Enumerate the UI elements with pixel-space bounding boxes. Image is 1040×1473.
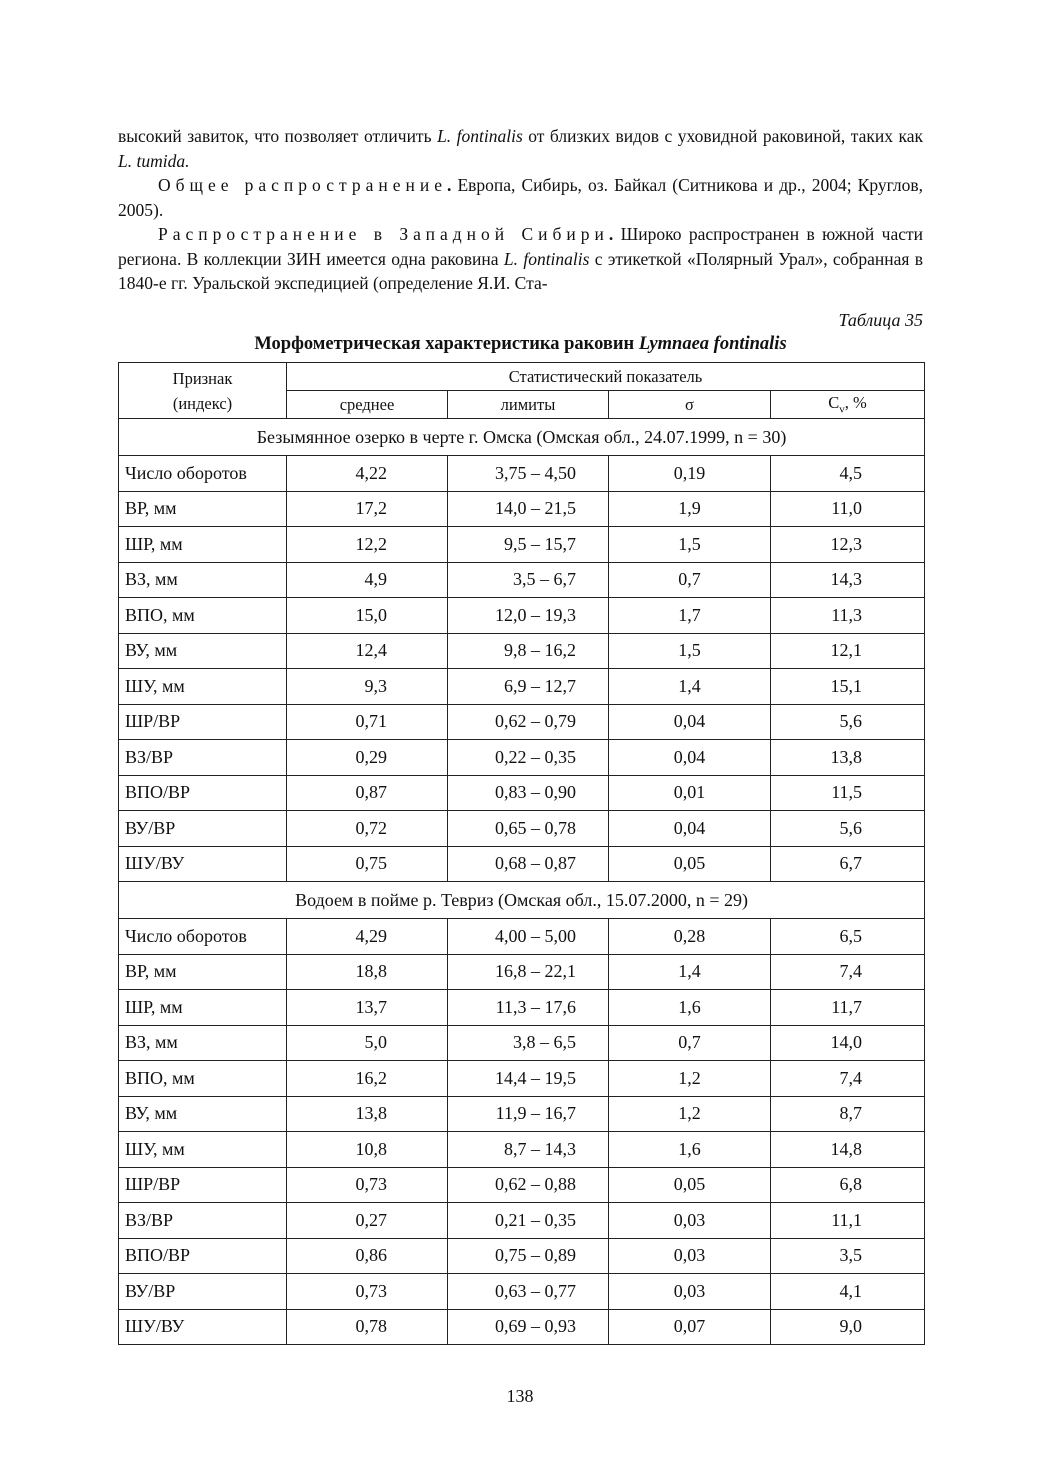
cell-cv: 14,3 bbox=[771, 562, 925, 598]
cell-attribute: ВУ, мм bbox=[119, 1096, 287, 1132]
cell-limits: 3,75 – 4,50 bbox=[448, 456, 609, 492]
cell-sigma: 0,19 bbox=[609, 456, 771, 492]
cell-sigma: 0,7 bbox=[609, 1025, 771, 1061]
cell-sigma: 1,2 bbox=[609, 1096, 771, 1132]
table-row bbox=[119, 633, 925, 669]
text-run: от близких видов с уховидной раковиной, таких как bbox=[522, 126, 923, 146]
text-run: Общее распространение bbox=[158, 175, 447, 195]
cell-mean: 0,75 bbox=[287, 846, 448, 882]
text-run: Европа, Сибирь, оз. Байкал (Ситникова и др., 2004; Круглов, 2005). bbox=[118, 175, 924, 220]
text-run: с этикеткой «Полярный Урал», собранная в 1840-е гг. Уральской экспедицией (определение Я.И. Ста- bbox=[118, 248, 923, 293]
cell-cv: 3,5 bbox=[771, 1238, 925, 1274]
cell-sigma: 0,28 bbox=[609, 919, 771, 955]
table-row bbox=[119, 775, 925, 811]
table-row bbox=[119, 1061, 925, 1097]
cell-mean: 17,2 bbox=[287, 491, 448, 527]
cell-mean: 4,29 bbox=[287, 919, 448, 955]
cell-cv: 13,8 bbox=[771, 740, 925, 776]
cell-cv: 12,3 bbox=[771, 527, 925, 563]
cell-attribute: ВПО, мм bbox=[119, 1061, 287, 1097]
morphometric-table bbox=[118, 362, 925, 1345]
cell-limits: 12,0 – 19,3 bbox=[448, 598, 609, 634]
table-caption: Таблица 35 bbox=[838, 310, 923, 330]
cell-sigma: 1,6 bbox=[609, 990, 771, 1026]
table-title-plain: Морфометрическая характеристика раковин bbox=[254, 334, 639, 354]
cell-sigma: 0,01 bbox=[609, 775, 771, 811]
table-row bbox=[119, 598, 925, 634]
cell-mean: 15,0 bbox=[287, 598, 448, 634]
cell-sigma: 0,04 bbox=[609, 704, 771, 740]
cell-cv: 5,6 bbox=[771, 811, 925, 847]
cell-limits: 4,00 – 5,00 bbox=[448, 919, 609, 955]
cell-cv: 4,1 bbox=[771, 1274, 925, 1310]
cell-sigma: 0,03 bbox=[609, 1203, 771, 1239]
cell-cv: 14,8 bbox=[771, 1132, 925, 1168]
cell-attribute: ВЗ, мм bbox=[119, 562, 287, 598]
table-row bbox=[119, 1132, 925, 1168]
table-row bbox=[119, 1167, 925, 1203]
table-row bbox=[119, 1096, 925, 1132]
table-row bbox=[119, 1203, 925, 1239]
cell-sigma: 1,5 bbox=[609, 633, 771, 669]
cell-mean: 4,22 bbox=[287, 456, 448, 492]
cell-attribute: ШУ, мм bbox=[119, 669, 287, 705]
cell-limits: 0,75 – 0,89 bbox=[448, 1238, 609, 1274]
cell-sigma: 0,04 bbox=[609, 811, 771, 847]
cell-sigma: 1,2 bbox=[609, 1061, 771, 1097]
cell-cv: 11,5 bbox=[771, 775, 925, 811]
cell-cv: 7,4 bbox=[771, 954, 925, 990]
cell-mean: 12,4 bbox=[287, 633, 448, 669]
paragraph-1 bbox=[118, 124, 923, 173]
table-row bbox=[119, 562, 925, 598]
table-row bbox=[119, 704, 925, 740]
cell-sigma: 1,5 bbox=[609, 527, 771, 563]
body-text bbox=[118, 124, 923, 296]
cell-mean: 0,72 bbox=[287, 811, 448, 847]
table-row bbox=[119, 1025, 925, 1061]
cell-limits: 3,8 – 6,5 bbox=[448, 1025, 609, 1061]
cell-mean: 13,8 bbox=[287, 1096, 448, 1132]
cell-attribute: ВУ, мм bbox=[119, 633, 287, 669]
cell-attribute: ВПО, мм bbox=[119, 598, 287, 634]
cell-limits: 0,63 – 0,77 bbox=[448, 1274, 609, 1310]
cell-cv: 12,1 bbox=[771, 633, 925, 669]
cell-sigma: 0,7 bbox=[609, 562, 771, 598]
cell-limits: 0,22 – 0,35 bbox=[448, 740, 609, 776]
cell-mean: 0,71 bbox=[287, 704, 448, 740]
cell-attribute: ШУ/ВУ bbox=[119, 846, 287, 882]
cell-mean: 18,8 bbox=[287, 954, 448, 990]
cell-attribute: ВЗ/ВР bbox=[119, 740, 287, 776]
cell-cv: 11,3 bbox=[771, 598, 925, 634]
cell-sigma: 1,4 bbox=[609, 954, 771, 990]
cell-attribute: ШУ, мм bbox=[119, 1132, 287, 1168]
cell-attribute: ШУ/ВУ bbox=[119, 1309, 287, 1345]
table-row bbox=[119, 527, 925, 563]
cell-sigma: 0,04 bbox=[609, 740, 771, 776]
cell-mean: 12,2 bbox=[287, 527, 448, 563]
header-attribute bbox=[119, 363, 287, 419]
cell-mean: 16,2 bbox=[287, 1061, 448, 1097]
cell-mean: 0,87 bbox=[287, 775, 448, 811]
table-row bbox=[119, 846, 925, 882]
header-attribute-line2: (индекс) bbox=[172, 393, 233, 413]
table-row bbox=[119, 456, 925, 492]
table-row bbox=[119, 1309, 925, 1345]
cell-mean: 4,9 bbox=[287, 562, 448, 598]
table-row bbox=[119, 954, 925, 990]
cell-limits: 9,8 – 16,2 bbox=[448, 633, 609, 669]
table-title-species: Lymnaea fontinalis bbox=[638, 334, 787, 354]
cell-limits: 16,8 – 22,1 bbox=[448, 954, 609, 990]
header-attribute-line1: Признак bbox=[172, 368, 233, 388]
cell-limits: 9,5 – 15,7 bbox=[448, 527, 609, 563]
paragraph-west-siberia-distribution bbox=[118, 222, 923, 296]
cell-attribute: ВР, мм bbox=[119, 954, 287, 990]
cell-attribute: ШР/ВР bbox=[119, 1167, 287, 1203]
cell-limits: 14,0 – 21,5 bbox=[448, 491, 609, 527]
table-row bbox=[119, 740, 925, 776]
cell-cv: 6,7 bbox=[771, 846, 925, 882]
cell-attribute: ВЗ/ВР bbox=[119, 1203, 287, 1239]
cell-limits: 0,83 – 0,90 bbox=[448, 775, 609, 811]
text-run: L. tumida. bbox=[118, 150, 190, 171]
text-run: Широко распространен в южной части региона. В коллекции ЗИН имеется одна раковина bbox=[118, 224, 924, 269]
cell-limits: 6,9 – 12,7 bbox=[448, 669, 609, 705]
cell-attribute: ВУ/ВР bbox=[119, 811, 287, 847]
table-title bbox=[118, 332, 923, 356]
table-row bbox=[119, 669, 925, 705]
cell-limits: 0,69 – 0,93 bbox=[448, 1309, 609, 1345]
cell-limits: 11,3 – 17,6 bbox=[448, 990, 609, 1026]
header-cv-label: $C_v$, % bbox=[828, 393, 867, 416]
cell-mean: 0,86 bbox=[287, 1238, 448, 1274]
header-limits: лимиты bbox=[448, 391, 609, 419]
cell-attribute: ШР, мм bbox=[119, 527, 287, 563]
table-row bbox=[119, 491, 925, 527]
cell-limits: 0,68 – 0,87 bbox=[448, 846, 609, 882]
section-title: Безымянное озерко в черте г. Омска (Омская обл., 24.07.1999, n = 30) bbox=[119, 419, 925, 456]
cell-cv: 6,8 bbox=[771, 1167, 925, 1203]
cell-mean: 0,27 bbox=[287, 1203, 448, 1239]
cell-cv: 7,4 bbox=[771, 1061, 925, 1097]
cell-attribute: ВПО/ВР bbox=[119, 1238, 287, 1274]
cell-cv: 6,5 bbox=[771, 919, 925, 955]
cell-sigma: 0,03 bbox=[609, 1238, 771, 1274]
text-run: L. fontinalis bbox=[437, 126, 523, 146]
text-run: L. fontinalis bbox=[503, 248, 590, 269]
cell-cv: 11,1 bbox=[771, 1203, 925, 1239]
header-mean: среднее bbox=[287, 391, 448, 419]
cell-mean: 13,7 bbox=[287, 990, 448, 1026]
cell-limits: 8,7 – 14,3 bbox=[448, 1132, 609, 1168]
text-run: Распространение в Западной Сибири bbox=[158, 224, 609, 244]
cell-cv: 8,7 bbox=[771, 1096, 925, 1132]
cell-cv: 5,6 bbox=[771, 704, 925, 740]
cell-mean: 0,73 bbox=[287, 1274, 448, 1310]
cell-attribute: ВУ/ВР bbox=[119, 1274, 287, 1310]
cell-sigma: 0,05 bbox=[609, 846, 771, 882]
header-sigma: σ bbox=[609, 391, 771, 419]
cell-sigma: 1,4 bbox=[609, 669, 771, 705]
cell-sigma: 1,6 bbox=[609, 1132, 771, 1168]
table-row bbox=[119, 1274, 925, 1310]
table-row bbox=[119, 811, 925, 847]
cell-sigma: 1,9 bbox=[609, 491, 771, 527]
cell-mean: 5,0 bbox=[287, 1025, 448, 1061]
cell-sigma: 1,7 bbox=[609, 598, 771, 634]
cell-cv: 15,1 bbox=[771, 669, 925, 705]
cell-limits: 0,21 – 0,35 bbox=[448, 1203, 609, 1239]
cell-cv: 14,0 bbox=[771, 1025, 925, 1061]
cell-sigma: 0,03 bbox=[609, 1274, 771, 1310]
cell-mean: 0,73 bbox=[287, 1167, 448, 1203]
cell-limits: 11,9 – 16,7 bbox=[448, 1096, 609, 1132]
cell-limits: 0,62 – 0,88 bbox=[448, 1167, 609, 1203]
cell-cv: 11,7 bbox=[771, 990, 925, 1026]
cell-cv: 4,5 bbox=[771, 456, 925, 492]
header-statistic-group: Статистический показатель bbox=[287, 363, 925, 391]
table-header-row-1 bbox=[119, 363, 925, 391]
cell-limits: 3,5 – 6,7 bbox=[448, 562, 609, 598]
cell-mean: 0,78 bbox=[287, 1309, 448, 1345]
cell-mean: 9,3 bbox=[287, 669, 448, 705]
paragraph-general-distribution bbox=[118, 173, 923, 222]
cell-limits: 0,62 – 0,79 bbox=[448, 704, 609, 740]
cell-attribute: Число оборотов bbox=[119, 919, 287, 955]
cell-limits: 14,4 – 19,5 bbox=[448, 1061, 609, 1097]
cell-attribute: ВР, мм bbox=[119, 491, 287, 527]
cell-mean: 0,29 bbox=[287, 740, 448, 776]
table-row bbox=[119, 919, 925, 955]
header-cv bbox=[771, 391, 925, 419]
cell-attribute: ВПО/ВР bbox=[119, 775, 287, 811]
cell-mean: 10,8 bbox=[287, 1132, 448, 1168]
text-run: . bbox=[608, 224, 621, 244]
section-title: Водоем в пойме р. Тевриз (Омская обл., 15.07.2000, n = 29) bbox=[119, 882, 925, 919]
cell-sigma: 0,05 bbox=[609, 1167, 771, 1203]
section-row bbox=[119, 419, 925, 456]
cell-attribute: ШР/ВР bbox=[119, 704, 287, 740]
cell-cv: 11,0 bbox=[771, 491, 925, 527]
text-run: . bbox=[447, 175, 458, 195]
table-row bbox=[119, 1238, 925, 1274]
cell-cv: 9,0 bbox=[771, 1309, 925, 1345]
cell-limits: 0,65 – 0,78 bbox=[448, 811, 609, 847]
cell-attribute: ВЗ, мм bbox=[119, 1025, 287, 1061]
section-row bbox=[119, 882, 925, 919]
table-row bbox=[119, 990, 925, 1026]
cell-attribute: Число оборотов bbox=[119, 456, 287, 492]
cell-attribute: ШР, мм bbox=[119, 990, 287, 1026]
cell-sigma: 0,07 bbox=[609, 1309, 771, 1345]
page-number: 138 bbox=[506, 1386, 534, 1406]
text-run: высокий завиток, что позволяет отличить bbox=[118, 126, 438, 146]
